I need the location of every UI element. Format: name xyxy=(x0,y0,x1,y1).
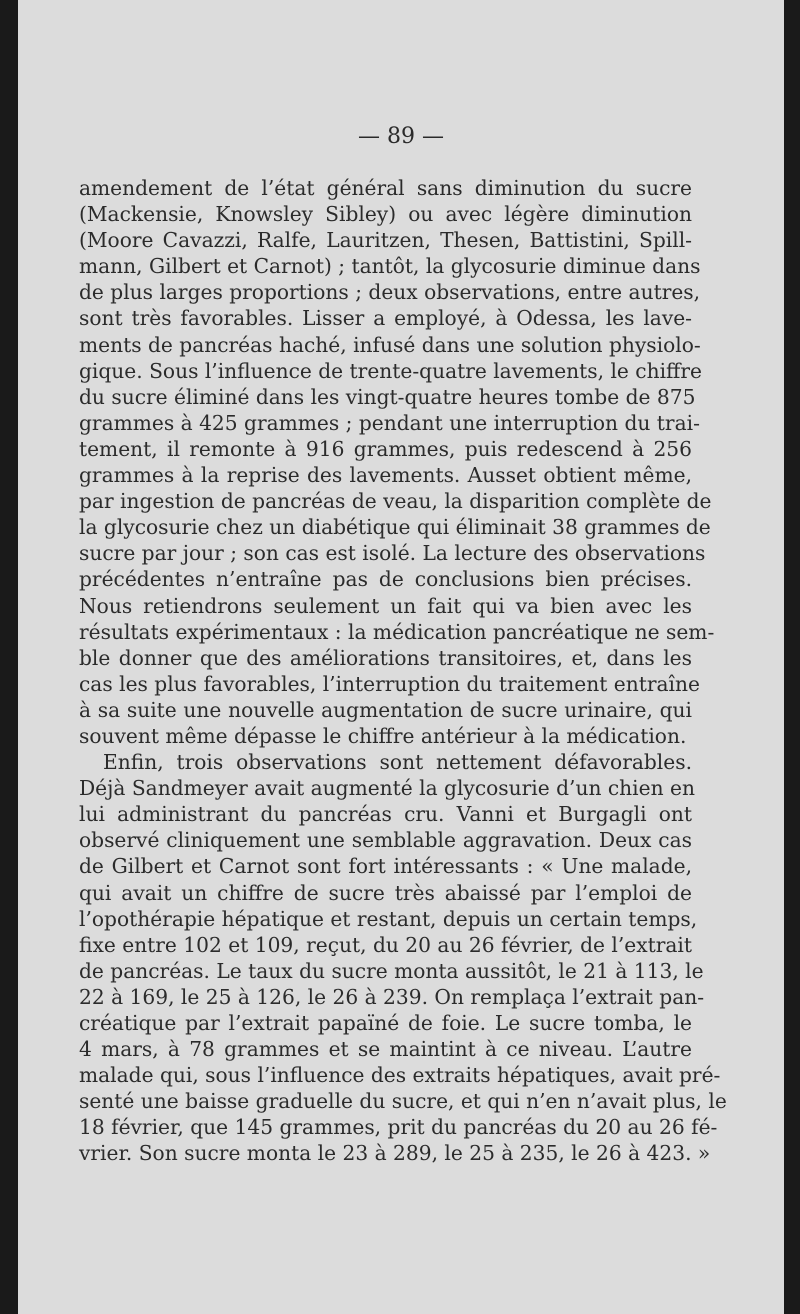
text-line: cas les plus favorables, l’interruption du traitement entraîne xyxy=(79,671,700,696)
text-line: précédentes n’entraîne pas de conclusions bien précises. xyxy=(79,567,692,592)
text-line: amendement de l’état général sans diminution du sucre xyxy=(79,176,692,200)
text-line: créatique par l’extrait papaïné de foie. Le sucre tomba, le xyxy=(79,1011,692,1035)
text-line: qui avait un chiffre de sucre très abaissé par l’emploi de xyxy=(79,880,692,905)
text-line: l’opothérapie hépatique et restant, depuis un certain temps, xyxy=(79,906,698,931)
text-line: lui administrant du pancréas cru. Vanni et Burgagli ont xyxy=(79,802,692,827)
text-line: de pancréas. Le taux du sucre monta aussitôt, le 21 à 113, le xyxy=(79,958,704,983)
text-line: tement, il remonte à 916 grammes, puis redescend à 256 xyxy=(79,436,692,461)
text-line: ments de pancréas haché, infusé dans une solution physiolo- xyxy=(79,332,701,357)
text-line: à sa suite une nouvelle augmentation de sucre urinaire, qui xyxy=(79,697,692,722)
text-line: souvent même dépasse le chiffre antérieur à la médication. xyxy=(79,723,687,748)
text-line: Déjà Sandmeyer avait augmenté la glycosurie d’un chien en xyxy=(79,776,695,801)
text-line: observé cliniquement une semblable aggravation. Deux cas xyxy=(79,828,692,853)
text-line: de plus larges proportions ; deux observations, entre autres, xyxy=(79,280,701,305)
text-line: gique. Sous l’influence de trente-quatre lavements, le chiffre xyxy=(79,358,702,383)
text-line: de Gilbert et Carnot sont fort intéressants : « Une malade, xyxy=(79,854,692,879)
text-line: Nous retiendrons seulement un fait qui va bien avec les xyxy=(79,593,692,618)
text-line: malade qui, sous l’influence des extraits hépatiques, avait pré- xyxy=(79,1063,721,1088)
text-line: la glycosurie chez un diabétique qui éliminait 38 grammes de xyxy=(79,515,711,540)
text-line: ble donner que des améliorations transitoires, et, dans les xyxy=(79,645,692,670)
text-line: mann, Gilbert et Carnot) ; tantôt, la glycosurie diminue dans xyxy=(79,254,701,279)
text-line: fixe entre 102 et 109, reçut, du 20 au 26 février, de l’extrait xyxy=(79,932,692,957)
text-line: 18 février, que 145 grammes, prit du pancréas du 20 au 26 fé- xyxy=(79,1115,718,1140)
book-page xyxy=(18,0,784,1314)
paragraph-1 xyxy=(79,175,715,749)
page-number: — 89 — xyxy=(358,124,444,149)
text-line: (Moore Cavazzi, Ralfe, Lauritzen, Thesen, Battistini, Spill- xyxy=(79,228,692,253)
text-line: grammes à 425 grammes ; pendant une interruption du trai- xyxy=(79,410,700,435)
text-line: résultats expérimentaux : la médication pancréatique ne sem- xyxy=(79,619,715,644)
text-line: par ingestion de pancréas de veau, la disparition complète de xyxy=(79,489,712,514)
text-line: senté une baisse graduelle du sucre, et qui n’en n’avait plus, le xyxy=(79,1089,727,1114)
paragraph-2 xyxy=(79,749,727,1167)
text-line: 4 mars, à 78 grammes et se maintint à ce niveau. L’autre xyxy=(79,1037,692,1062)
text-line: Enfin, trois observations sont nettement défavorables. xyxy=(103,750,692,775)
text-line: vrier. Son sucre monta le 23 à 289, le 25 à 235, le 26 à 423. » xyxy=(79,1141,711,1166)
text-line: sont très favorables. Lisser a employé, à Odessa, les lave- xyxy=(79,306,692,331)
text-line: sucre par jour ; son cas est isolé. La lecture des observations xyxy=(79,541,706,566)
text-line: 22 à 169, le 25 à 126, le 26 à 239. On remplaça l’extrait pan- xyxy=(79,984,705,1009)
text-line: du sucre éliminé dans les vingt-quatre heures tombe de 875 xyxy=(79,384,696,409)
text-line: grammes à la reprise des lavements. Ausset obtient même, xyxy=(79,463,692,488)
text-line: (Mackensie, Knowsley Sibley) ou avec légère diminution xyxy=(79,202,692,227)
body-text xyxy=(79,175,727,1167)
